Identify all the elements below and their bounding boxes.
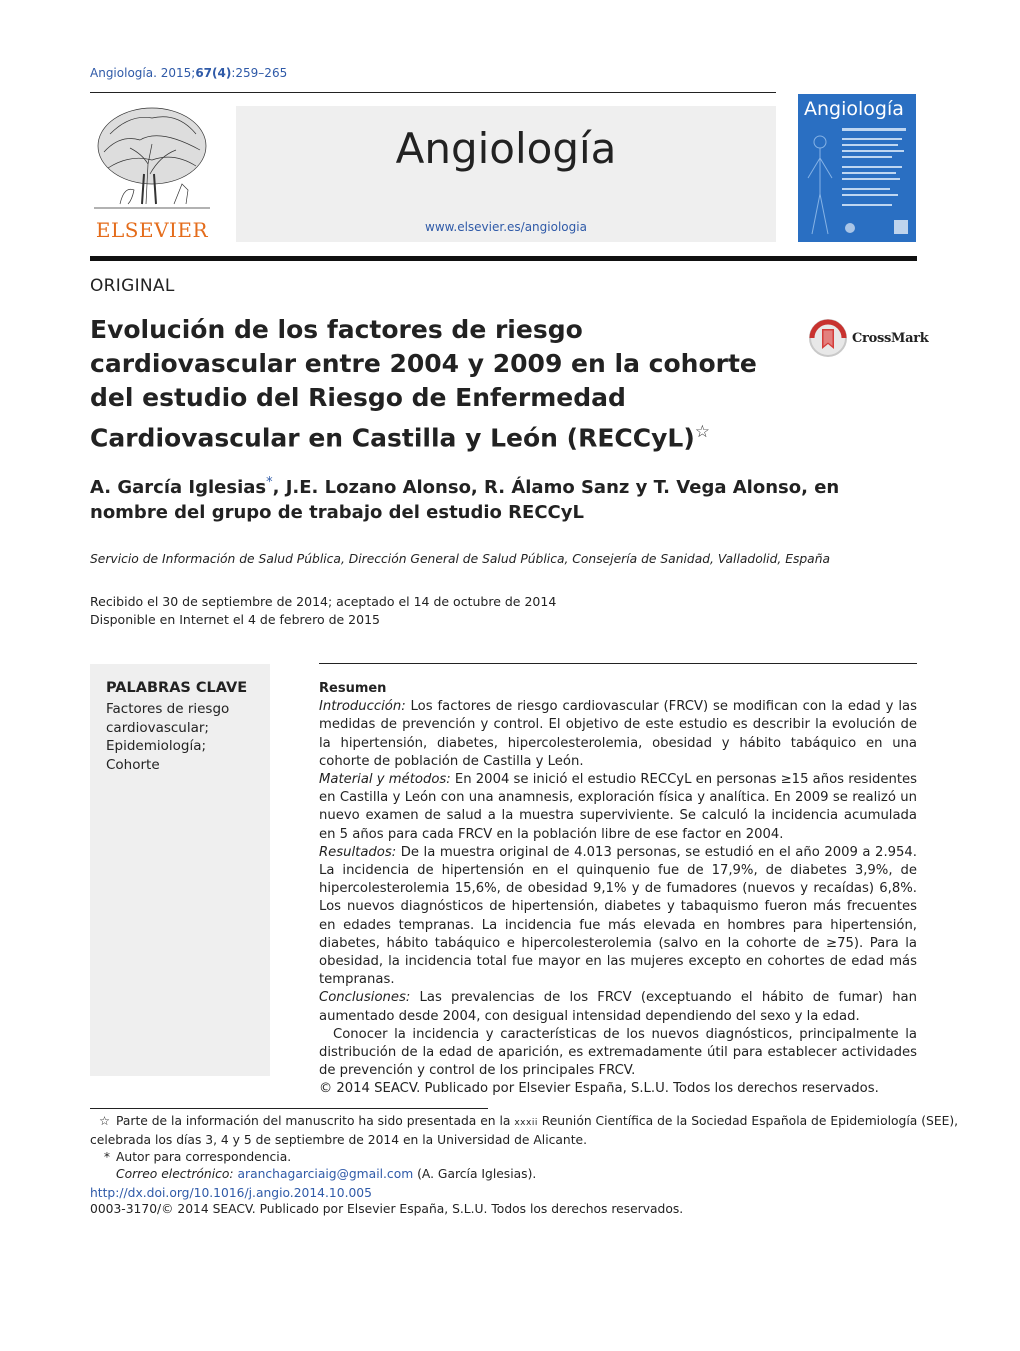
abstract-conclusions (319, 989, 917, 1025)
crossmark-label: CrossMark (852, 331, 929, 346)
journal-title: Angiología (395, 124, 617, 173)
citation-year: 2015; (160, 66, 196, 80)
intro-label: Introducción: (319, 699, 406, 715)
email-owner: (A. García Iglesias). (413, 1167, 537, 1181)
footnote-author-symbol: * (103, 1150, 110, 1164)
author-affiliation: Servicio de Información de Salud Pública, Dirección General de Salud Pública, Consejería de Sanidad, Valladolid, España (90, 552, 831, 566)
keywords-list (106, 700, 229, 774)
header-thick-rule (90, 256, 917, 261)
footnote-star-roman: xxxii (514, 1118, 538, 1128)
footnote-author (90, 1149, 918, 1166)
intro-text: Los factores de riesgo cardiovascular (FRCV) se modifican con la edad y las medidas de prevención y control. El objetivo de este estudio es describir la evolución de la hipertensión, diabetes, hipercolesterolemia, obesidad y hábito tabáquico en una cohorte de población de Castilla y León. (319, 699, 917, 769)
crossmark-button[interactable] (808, 318, 929, 362)
header-rule (90, 92, 776, 93)
online-date: Disponible en Internet el 4 de febrero de 2015 (90, 612, 380, 627)
journal-cover-image (798, 94, 916, 242)
keyword-item: Epidemiología; (106, 738, 207, 754)
abstract-rule (319, 663, 917, 664)
authors-rest: , J.E. Lozano Alonso, R. Álamo Sanz y T. Vega Alonso, en nombre del grupo de trabajo del estudio RECCyL (90, 477, 840, 523)
received-date: Recibido el 30 de septiembre de 2014; aceptado el 14 de octubre de 2014 (90, 594, 557, 609)
methods-text: En 2004 se inició el estudio RECCyL en personas ≥15 años residentes en Castilla y León con una anamnesis, exploración física y analítica. En 2009 se realizó un nuevo examen de salud a la muestra superviviente. Se calculó la incidencia acumulada en 5 años para cada FRCV en la población libre de ese factor en 2004. (319, 772, 917, 842)
article-title-text: Evolución de los factores de riesgo cardiovascular entre 2004 y 2009 en la cohorte del estudio del Riesgo de Enfermedad Cardiovascular en Castilla y León (RECCyL) (90, 315, 757, 453)
email-link[interactable]: aranchagarciaig@gmail.com (237, 1167, 414, 1181)
article-section-label: ORIGINAL (90, 276, 175, 296)
footnote-star-symbol: ☆ (98, 1114, 110, 1128)
elsevier-tree-icon (90, 104, 214, 216)
email-label: Correo electrónico: (116, 1167, 234, 1181)
doi-link[interactable]: http://dx.doi.org/10.1016/j.angio.2014.10.005 (90, 1186, 372, 1200)
footnote-rule (90, 1108, 488, 1109)
journal-banner (236, 106, 776, 242)
citation-journal: Angiología. (90, 66, 157, 80)
cover-figure-icon (798, 94, 916, 242)
methods-label: Material y métodos: (319, 772, 451, 788)
results-label: Resultados: (319, 844, 397, 860)
abstract-introduction (319, 698, 917, 771)
keyword-item: Factores de riesgo (106, 701, 230, 717)
keyword-item: Cohorte (106, 756, 160, 773)
footnote-email (90, 1166, 918, 1183)
article-title (90, 313, 790, 455)
footnotes (90, 1113, 959, 1183)
footnote-author-text: Autor para correspondencia. (116, 1150, 292, 1164)
author-list (90, 470, 918, 525)
conclusions-text: Las prevalencias de los FRCV (exceptuando el hábito de fumar) han aumentado desde 2004, con desigual intensidad dependiendo del sexo y la edad. (319, 990, 917, 1024)
elsevier-logo (90, 104, 214, 242)
crossmark-icon (808, 318, 848, 358)
abstract-heading: Resumen (319, 681, 387, 696)
abstract-conclusions-continued: Conocer la incidencia y características de los nuevos diagnósticos, principalmente la distribución de la edad de aparición, es extremadamente útil para establecer actividades de prevención y control de los principales FRCV. (319, 1026, 917, 1079)
footnote-star-cont: celebrada los días 3, 4 y 5 de septiembre de 2014 en la Universidad de Alicante. (90, 1133, 587, 1147)
citation-volume: 67(4) (195, 66, 232, 80)
abstract-methods (319, 771, 917, 844)
journal-url-link[interactable]: www.elsevier.es/angiologia (425, 220, 587, 234)
abstract-copyright: © 2014 SEACV. Publicado por Elsevier España, S.L.U. Todos los derechos reservados. (319, 1081, 879, 1097)
issn-copyright: 0003-3170/© 2014 SEACV. Publicado por Elsevier España, S.L.U. Todos los derechos reservados. (90, 1202, 684, 1216)
article-dates (90, 593, 556, 629)
author-first: A. García Iglesias (90, 477, 267, 498)
keywords-heading: PALABRAS CLAVE (106, 680, 248, 696)
conclusions-label: Conclusiones: (319, 990, 411, 1006)
footnote-star (90, 1113, 959, 1132)
keyword-item: cardiovascular; (106, 719, 209, 736)
footnote-star-text-b: Reunión Científica de la Sociedad Española de Epidemiología (SEE), (537, 1114, 959, 1128)
footnote-star-text-a: Parte de la información del manuscrito ha sido presentada en la (116, 1114, 515, 1128)
keywords-panel (90, 664, 270, 1076)
corresponding-author-mark[interactable]: * (266, 475, 273, 490)
cover-title: Angiología (804, 98, 904, 120)
journal-citation[interactable] (90, 66, 287, 80)
citation-pages: :259–265 (231, 66, 288, 80)
abstract-results (319, 844, 917, 990)
title-footnote-star-link[interactable]: ☆ (694, 422, 711, 442)
abstract (319, 680, 917, 1099)
elsevier-wordmark: ELSEVIER (95, 218, 209, 242)
results-text: De la muestra original de 4.013 personas, se estudió en el año 2009 a 2.954. La incidencia de hipertensión en el quinquenio fue de 17,9%, de diabetes 3,9%, de hipercolesterolemia 15,6%, de obesidad 9,1% y de fumadores (nuevos y recaídas) 6,8%. Los nuevos diagnósticos de hipertensión, diabetes y tabaquismo fueron más frecuentes en edades tempranas. La incidencia fue más elevada en hombres para hipertensión, diabetes, hábito tabáquico e hipercolesterolemia (salvo en la cohorte de ≥75). Para la obesidad, la incidencia total fue mayor en las mujeres excepto en cohortes de edad más tempranas. (319, 844, 917, 988)
